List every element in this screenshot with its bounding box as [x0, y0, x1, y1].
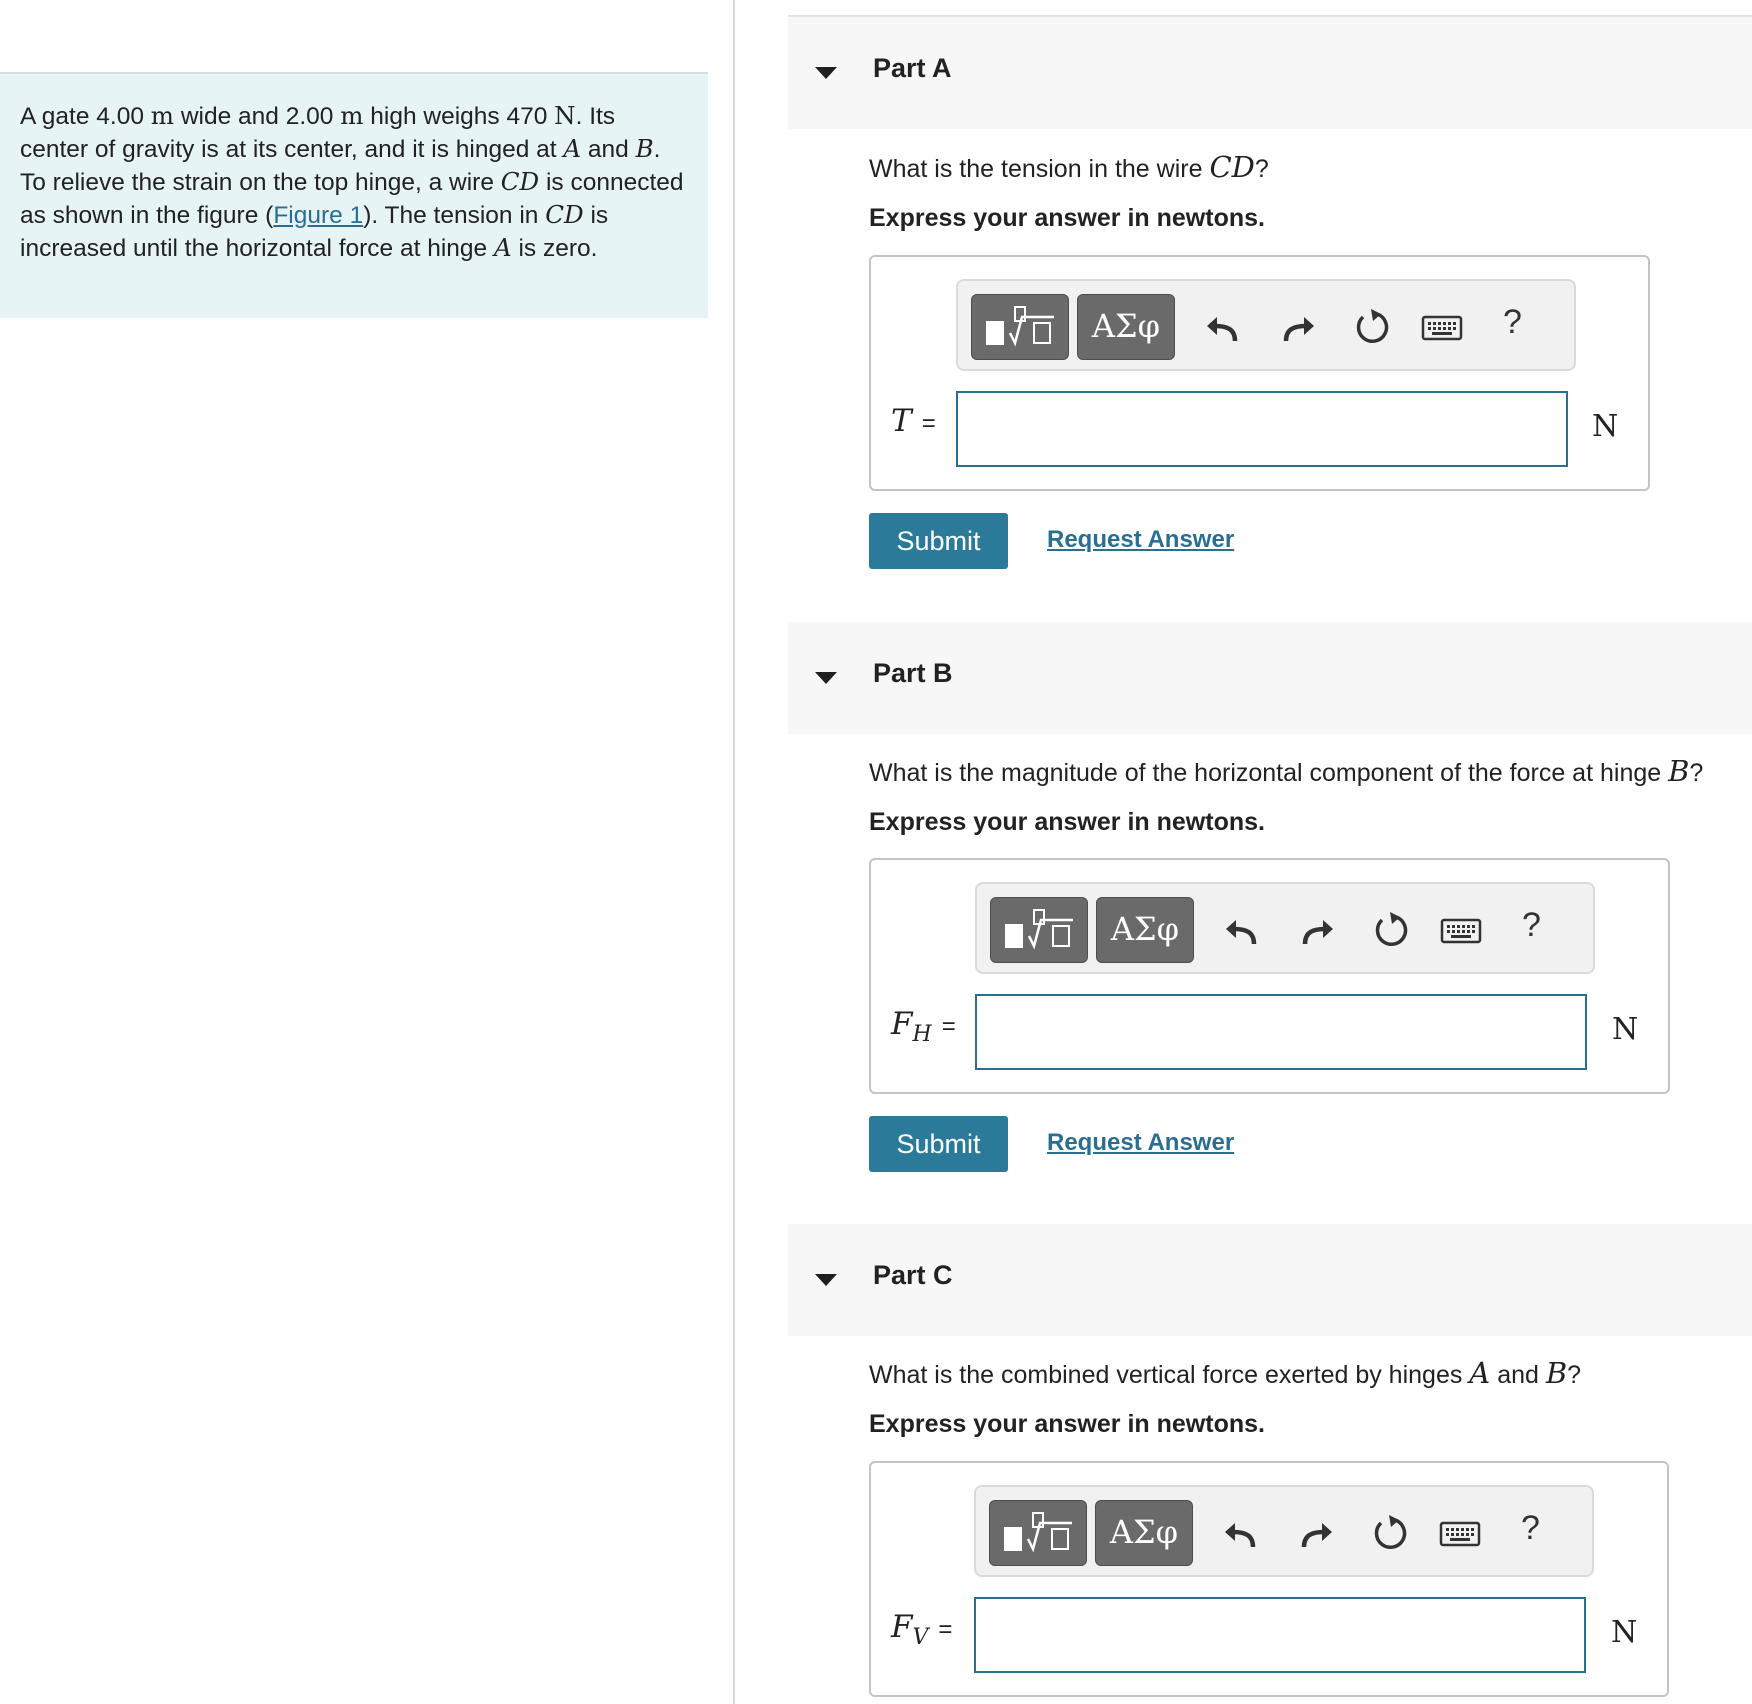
- problem-text: is connected as shown in the figure (: [20, 169, 684, 229]
- figure-link[interactable]: Figure 1: [273, 202, 364, 229]
- part-b-answer-box: [869, 858, 1670, 1094]
- problem-text: A gate 4.00: [20, 103, 151, 130]
- part-title: Part B: [873, 658, 953, 688]
- redo-icon[interactable]: [1297, 910, 1337, 950]
- part-a-answer-box: [869, 255, 1650, 491]
- var-f: F: [891, 1006, 913, 1042]
- problem-text: wide and 2.00: [174, 103, 341, 130]
- reset-icon[interactable]: [1370, 910, 1410, 950]
- problem-statement: [0, 72, 708, 318]
- part-b-header[interactable]: [788, 622, 1752, 734]
- question-var: A: [1469, 1356, 1491, 1390]
- part-c-instruction: Express your answer in newtons.: [869, 1410, 1265, 1438]
- templates-icon: [991, 898, 1087, 962]
- part-b-question: [869, 754, 1703, 788]
- part-c-answer-box: [869, 1461, 1669, 1697]
- question-text: and: [1490, 1361, 1546, 1389]
- redo-icon[interactable]: [1296, 1513, 1336, 1553]
- greek-symbols-button[interactable]: ΑΣφ: [1096, 897, 1194, 963]
- greek-symbols-button[interactable]: ΑΣφ: [1077, 294, 1175, 360]
- unit-label: N: [1592, 409, 1619, 444]
- submit-button[interactable]: Submit: [869, 1116, 1008, 1172]
- var-subscript: H: [912, 1022, 932, 1048]
- undo-icon[interactable]: [1221, 1513, 1261, 1553]
- unit-meters: m: [340, 101, 364, 130]
- question-text: ?: [1689, 759, 1704, 787]
- reset-icon[interactable]: [1351, 307, 1391, 347]
- answer-input[interactable]: [975, 994, 1587, 1070]
- problem-text: . To relieve the strain on the top hinge, a wire: [20, 136, 661, 196]
- templates-button[interactable]: [971, 294, 1069, 360]
- part-title: Part A: [873, 53, 952, 83]
- math-toolbar: [974, 1485, 1594, 1577]
- part-b-instruction: Express your answer in newtons.: [869, 808, 1265, 836]
- answer-variable-label: [891, 403, 936, 439]
- answer-variable-label: [891, 1609, 952, 1650]
- help-button[interactable]: ?: [1521, 1509, 1540, 1547]
- problem-text: high weighs 470: [363, 103, 555, 130]
- keyboard-icon[interactable]: [1440, 910, 1482, 950]
- undo-icon[interactable]: [1222, 910, 1262, 950]
- redo-icon[interactable]: [1278, 307, 1318, 347]
- question-text: What is the combined vertical force exerted by hinges: [869, 1361, 1470, 1389]
- unit-label: N: [1612, 1012, 1639, 1047]
- question-var: CD: [1209, 150, 1255, 184]
- request-answer-link[interactable]: Request Answer: [1047, 1129, 1235, 1156]
- keyboard-icon[interactable]: [1421, 307, 1463, 347]
- column-divider: [733, 0, 735, 1704]
- help-button[interactable]: ?: [1503, 303, 1522, 341]
- question-var: B: [1545, 1356, 1568, 1390]
- collapse-caret-icon[interactable]: [815, 1274, 837, 1286]
- var-f: F: [891, 1609, 913, 1645]
- var-b: B: [635, 134, 654, 163]
- problem-text: . Its center of gravity is at its center, and it is hinged at: [20, 103, 616, 163]
- answer-input[interactable]: [974, 1597, 1586, 1673]
- unit-newtons: N: [554, 101, 576, 130]
- templates-button[interactable]: [989, 1500, 1087, 1566]
- problem-text: and: [581, 136, 636, 163]
- part-c-header[interactable]: [788, 1224, 1752, 1336]
- answer-variable-label: [891, 1006, 956, 1047]
- question-text: What is the tension in the wire: [869, 155, 1210, 183]
- part-a-header[interactable]: [788, 17, 1752, 129]
- question-text: ?: [1567, 1361, 1582, 1389]
- request-answer-link[interactable]: Request Answer: [1047, 526, 1235, 553]
- unit-label: N: [1611, 1615, 1638, 1650]
- equals-sign: =: [938, 1616, 953, 1643]
- var-cd: CD: [545, 200, 584, 229]
- question-var: B: [1668, 754, 1690, 788]
- templates-button[interactable]: [990, 897, 1088, 963]
- reset-icon[interactable]: [1369, 1513, 1409, 1553]
- collapse-caret-icon[interactable]: [815, 67, 837, 79]
- var-t: T: [891, 403, 912, 439]
- part-a-instruction: Express your answer in newtons.: [869, 204, 1265, 232]
- question-text: ?: [1254, 155, 1269, 183]
- part-a-question: [869, 150, 1269, 184]
- collapse-caret-icon[interactable]: [815, 672, 837, 684]
- math-toolbar: [956, 279, 1576, 371]
- question-text: What is the magnitude of the horizontal component of the force at hinge: [869, 759, 1669, 787]
- greek-symbols-button[interactable]: ΑΣφ: [1095, 1500, 1193, 1566]
- answer-input[interactable]: [956, 391, 1568, 467]
- part-c-question: [869, 1356, 1581, 1390]
- problem-text: is zero.: [511, 235, 598, 262]
- equals-sign: =: [921, 410, 936, 437]
- problem-text: is increased until the horizontal force at hinge: [20, 202, 609, 262]
- templates-icon: [972, 295, 1068, 359]
- templates-icon: [990, 1501, 1086, 1565]
- problem-text: ). The tension in: [363, 202, 546, 229]
- math-toolbar: [975, 882, 1595, 974]
- var-a: A: [493, 233, 512, 262]
- var-a: A: [563, 134, 582, 163]
- undo-icon[interactable]: [1203, 307, 1243, 347]
- var-subscript: V: [912, 1625, 929, 1651]
- var-cd: CD: [500, 167, 540, 196]
- equals-sign: =: [941, 1013, 956, 1040]
- help-button[interactable]: ?: [1522, 906, 1541, 944]
- submit-button[interactable]: Submit: [869, 513, 1008, 569]
- keyboard-icon[interactable]: [1439, 1513, 1481, 1553]
- part-title: Part C: [873, 1260, 953, 1290]
- unit-meters: m: [150, 101, 175, 130]
